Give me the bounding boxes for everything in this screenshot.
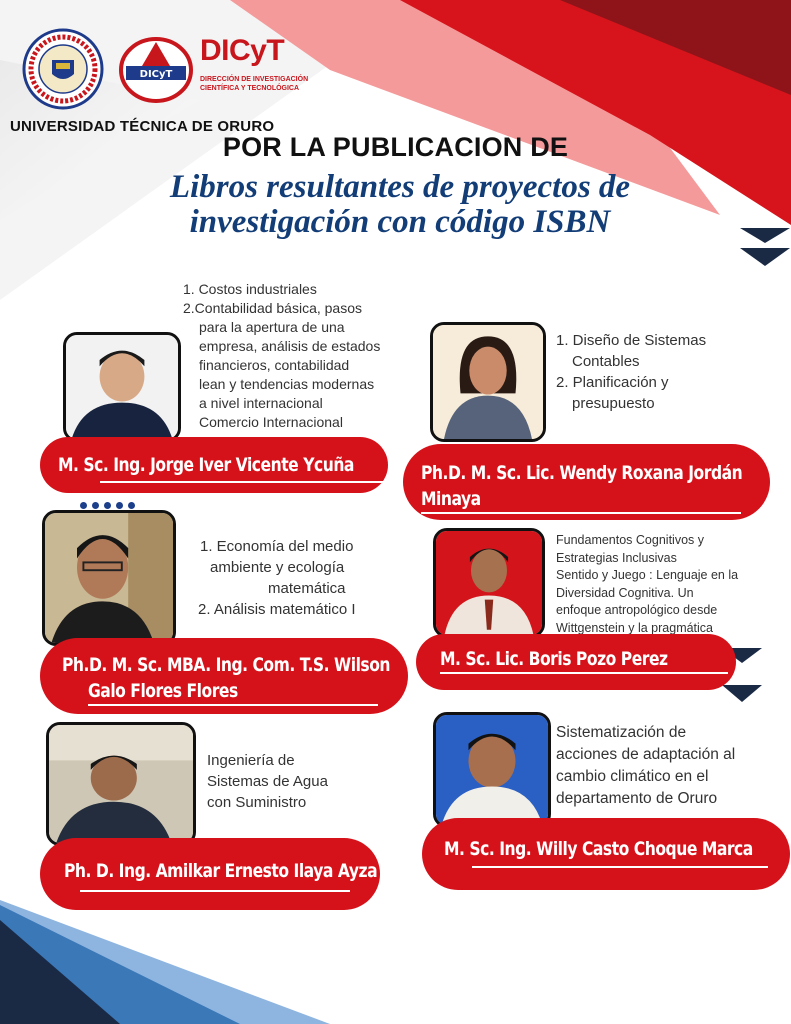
- author-name: M. Sc. Ing. Jorge Iver Vicente Ycuña: [58, 454, 354, 476]
- book-item: 1. Costos industriales: [183, 281, 317, 297]
- subheadline: Libros resultantes de proyectos de investigación con código ISBN: [169, 169, 631, 240]
- book-item: Ingeniería de: [207, 752, 295, 769]
- book-item: matemática: [268, 580, 346, 597]
- author-name-pill-5: [40, 838, 380, 910]
- book-item: 1. Economía del medio: [200, 538, 354, 555]
- author-name-pill-1: [40, 437, 388, 493]
- book-item: 2. Análisis matemático I: [198, 601, 356, 618]
- chevron-down-icon: [740, 228, 790, 243]
- book-item: Estrategias Inclusivas: [556, 550, 677, 565]
- dicyt-title: DICyT: [200, 34, 285, 67]
- author-name: Ph. D. Ing. Amilkar Ernesto Ilaya Ayza: [64, 860, 378, 882]
- author-photo-1: [63, 332, 181, 442]
- book-item: Wittgenstein y la pragmática: [556, 620, 714, 635]
- author-name: Ph.D. M. Sc. Lic. Wendy Roxana Jordán: [421, 462, 743, 484]
- book-item: Sentido y Juego : Lenguaje en la: [556, 568, 739, 582]
- book-list-1: [183, 280, 380, 432]
- book-item: Sistemas de Agua: [207, 773, 328, 790]
- author-photo-2: [430, 322, 546, 442]
- university-name: UNIVERSIDAD TÉCNICA DE ORURO: [10, 118, 275, 135]
- author-name: Ph.D. M. Sc. MBA. Ing. Com. T.S. Wilson: [62, 654, 391, 676]
- name-underline: [100, 481, 400, 483]
- book-item: empresa, análisis de estados: [199, 338, 381, 354]
- book-item: 1. Diseño de Sistemas: [556, 332, 707, 349]
- book-item: con Suministro: [207, 794, 307, 811]
- book-item: Comercio Internacional: [199, 414, 343, 430]
- author-name: Galo Flores Flores: [88, 680, 238, 702]
- book-item: cambio climático en el: [556, 768, 709, 785]
- name-underline: [440, 672, 728, 674]
- book-item: a nivel internacional: [199, 395, 323, 411]
- book-list-3: [198, 536, 388, 620]
- author-name-pill-6: [422, 818, 790, 890]
- dicyt-logo: [118, 36, 194, 104]
- headline: POR LA PUBLICACION DE: [222, 132, 569, 162]
- author-photo-3: [42, 510, 176, 646]
- author-photo-4: [433, 528, 545, 638]
- book-item: 2.Contabilidad básica, pasos: [183, 300, 363, 316]
- book-list-5: [207, 750, 328, 813]
- book-item: Diversidad Cognitiva. Un: [556, 585, 694, 600]
- book-list-6: [556, 722, 735, 810]
- book-item: acciones de adaptación al: [556, 746, 736, 763]
- author-name-pill-4: [416, 634, 736, 690]
- book-item: presupuesto: [572, 395, 655, 412]
- decorative-dots: [80, 496, 140, 514]
- author-photo-6: [433, 712, 551, 828]
- author-name: Minaya: [421, 488, 481, 510]
- book-item: lean y tendencias modernas: [199, 376, 375, 392]
- author-name-pill-3: [40, 638, 408, 714]
- author-name-pill-2: [403, 444, 770, 520]
- author-name: M. Sc. Ing. Willy Casto Choque Marca: [444, 838, 753, 860]
- book-item: 2. Planificación y: [556, 374, 669, 391]
- book-item: para la apertura de una: [199, 319, 345, 335]
- dicyt-subtitle: DIRECCIÓN DE INVESTIGACIÓN CIENTÍFICA Y TECNOLÓGICA: [200, 76, 309, 92]
- book-item: ambiente y ecología: [210, 559, 345, 576]
- book-list-4: [556, 532, 738, 637]
- name-underline: [421, 512, 741, 514]
- author-name: M. Sc. Lic. Boris Pozo Perez: [440, 648, 668, 670]
- svg-text:DICyT: DICyT: [139, 69, 173, 80]
- author-photo-5: [46, 722, 196, 846]
- university-logo: [22, 28, 104, 110]
- name-underline: [80, 890, 350, 892]
- name-underline: [88, 704, 378, 706]
- book-item: Contables: [572, 353, 640, 370]
- book-item: Sistematización de: [556, 724, 687, 741]
- book-item: financieros, contabilidad: [199, 357, 350, 373]
- book-list-2: [556, 330, 706, 414]
- book-item: enfoque antropológico desde: [556, 603, 718, 617]
- book-item: Fundamentos Cognitivos y: [556, 533, 704, 547]
- name-underline: [472, 866, 768, 868]
- book-item: departamento de Oruro: [556, 790, 718, 807]
